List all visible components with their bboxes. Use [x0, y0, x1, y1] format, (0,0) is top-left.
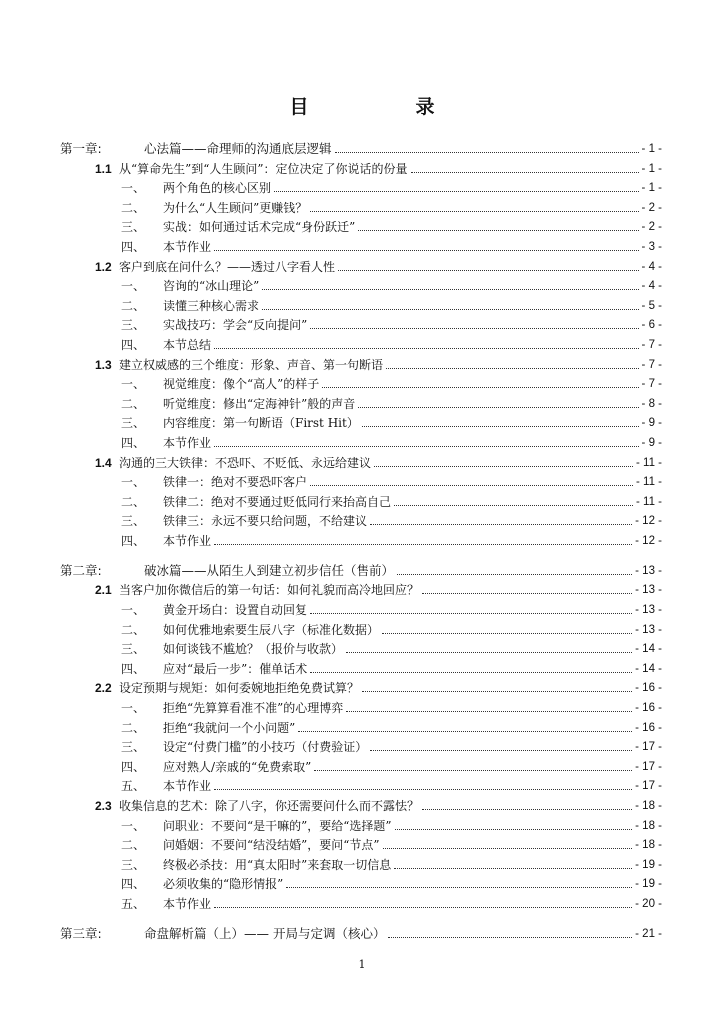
- toc-item-page: - 11 -: [636, 495, 662, 508]
- dot-leader: [386, 368, 639, 369]
- toc-chapter[interactable]: [60, 548, 662, 578]
- toc-item[interactable]: [60, 872, 662, 892]
- toc-item-title: 应对“最后一步”：催单话术: [163, 661, 308, 676]
- toc-section-page: - 1 -: [641, 162, 662, 175]
- toc-section-title: 从“算命先生”到“人生顾问”：定位决定了你说话的份量: [119, 161, 408, 176]
- toc-section[interactable]: [60, 578, 662, 598]
- dot-leader: [358, 407, 638, 408]
- toc-item[interactable]: [60, 774, 662, 794]
- toc-item-page: - 1 -: [641, 182, 662, 195]
- toc-item[interactable]: [60, 695, 662, 715]
- dot-leader: [314, 770, 632, 771]
- toc-section[interactable]: [60, 450, 662, 470]
- dot-leader: [362, 426, 639, 427]
- toc-item-number: 一、: [121, 279, 146, 294]
- toc-section[interactable]: [60, 156, 662, 176]
- toc-item[interactable]: [60, 597, 662, 617]
- toc-item-number: 三、: [121, 416, 146, 431]
- toc-item-title: 本节作业: [163, 896, 212, 911]
- toc-item-page: - 7 -: [641, 378, 662, 391]
- page-title: 目 录: [289, 96, 479, 118]
- toc-section-number: 2.1: [95, 583, 112, 598]
- toc-item-number: 一、: [121, 818, 146, 833]
- toc-item-page: - 13 -: [635, 623, 662, 636]
- toc-item-title: 本节作业: [163, 779, 212, 794]
- dot-leader: [382, 633, 632, 634]
- toc-section-title: 沟通的三大铁律：不恐吓、不贬低、永远给建议: [119, 455, 372, 470]
- toc-item-title: 铁律三：永远不要只给问题，不给建议: [163, 514, 368, 529]
- toc-section-title: 客户到底在问什么？——透过八字看人性: [119, 259, 336, 274]
- toc-item[interactable]: [60, 617, 662, 637]
- toc-item-number: 一、: [121, 701, 146, 716]
- dot-leader: [346, 711, 632, 712]
- dot-leader: [338, 270, 639, 271]
- toc-item[interactable]: [60, 656, 662, 676]
- dot-leader: [346, 652, 632, 653]
- toc-item[interactable]: [60, 754, 662, 774]
- toc-section[interactable]: [60, 254, 662, 274]
- toc-section-page: - 11 -: [636, 456, 662, 469]
- toc-item-page: - 14 -: [635, 662, 662, 675]
- dot-leader: [214, 250, 639, 251]
- toc-section-number: 1.4: [95, 455, 112, 470]
- dot-leader: [422, 809, 632, 810]
- toc-item-page: - 9 -: [641, 436, 662, 449]
- toc-item-number: 三、: [121, 740, 146, 755]
- toc-item-number: 三、: [121, 318, 146, 333]
- dot-leader: [310, 211, 638, 212]
- toc-item-page: - 8 -: [641, 397, 662, 410]
- toc-section-title: 当客户加你微信后的第一句话：如何礼貌而高冷地回应？: [119, 583, 420, 598]
- toc-item[interactable]: [60, 852, 662, 872]
- toc-item-title: 铁律一：绝对不要恐吓客户: [163, 475, 308, 490]
- toc-item-title: 问职业：不要问“是干嘛的”，要给“选择题”: [163, 818, 392, 833]
- dot-leader: [374, 466, 633, 467]
- toc-chapter-number: 第三章:: [60, 925, 102, 941]
- toc-item[interactable]: [60, 274, 662, 294]
- toc-item-page: - 4 -: [641, 280, 662, 293]
- toc-item[interactable]: [60, 430, 662, 450]
- toc-item-page: - 16 -: [635, 702, 662, 715]
- toc-item-number: 四、: [121, 661, 146, 676]
- toc-item-title: 问婚姻：不要问“结没结婚”，要问“节点”: [163, 838, 380, 853]
- toc-item[interactable]: [60, 215, 662, 235]
- toc-item[interactable]: [60, 509, 662, 529]
- toc-item-number: 四、: [121, 877, 146, 892]
- toc-section[interactable]: [60, 676, 662, 696]
- dot-leader: [214, 348, 639, 349]
- dot-leader: [383, 848, 633, 849]
- toc-chapter-title: 命盘解析篇（上）—— 开局与定调（核心）: [144, 925, 386, 941]
- dot-leader: [298, 731, 632, 732]
- toc-item-page: - 13 -: [635, 604, 662, 617]
- toc-chapter[interactable]: [60, 911, 662, 941]
- toc-chapter-title: 破冰篇——从陌生人到建立初步信任（售前）: [144, 562, 395, 578]
- toc-item-number: 四、: [121, 533, 146, 548]
- toc-item-number: 四、: [121, 239, 146, 254]
- toc-item-number: 二、: [121, 396, 146, 411]
- toc-item-number: 二、: [121, 622, 146, 637]
- toc-item-page: - 19 -: [635, 878, 662, 891]
- toc-item-number: 二、: [121, 494, 146, 509]
- toc-section[interactable]: [60, 793, 662, 813]
- toc-item-number: 一、: [121, 181, 146, 196]
- dot-leader: [362, 691, 632, 692]
- toc-item[interactable]: [60, 411, 662, 431]
- dot-leader: [214, 789, 632, 790]
- page-number: 1: [358, 958, 366, 971]
- toc-item-title: 拒绝“我就问一个小问题”: [163, 720, 296, 735]
- dot-leader: [397, 574, 632, 575]
- toc-item-title: 为什么“人生顾问”更赚钱？: [163, 200, 308, 215]
- dot-leader: [310, 613, 632, 614]
- toc-item-title: 本节作业: [163, 533, 212, 548]
- dot-leader: [411, 172, 639, 173]
- toc-chapter-title: 心法篇——命理师的沟通底层逻辑: [144, 141, 332, 156]
- toc-item-title: 必须收集的“隐形情报”: [163, 877, 284, 892]
- toc-item-number: 四、: [121, 759, 146, 774]
- dot-leader: [214, 544, 632, 545]
- toc-item-number: 一、: [121, 475, 146, 490]
- toc-item-page: - 18 -: [635, 819, 662, 832]
- toc-item-page: - 2 -: [641, 221, 662, 234]
- toc-chapter-number: 第二章:: [60, 562, 102, 578]
- dot-leader: [370, 750, 632, 751]
- toc-item-title: 拒绝“先算算看准不准”的心理博弈: [163, 701, 344, 716]
- toc-item-number: 三、: [121, 642, 146, 657]
- toc-item-page: - 17 -: [635, 741, 662, 754]
- dot-leader: [422, 593, 632, 594]
- toc-item-title: 黄金开场白：设置自动回复: [163, 603, 308, 618]
- toc-item[interactable]: [60, 313, 662, 333]
- toc-item-title: 应对熟人/亲戚的“免费索取”: [163, 759, 312, 774]
- toc-item-number: 四、: [121, 337, 146, 352]
- toc-item-page: - 18 -: [635, 839, 662, 852]
- toc-item-page: - 17 -: [635, 780, 662, 793]
- toc-item-title: 如何谈钱不尴尬？（报价与收款）: [163, 642, 344, 657]
- toc-section-page: - 16 -: [635, 682, 662, 695]
- toc-section-page: - 13 -: [635, 584, 662, 597]
- toc-chapter-page: - 13 -: [635, 564, 662, 577]
- toc-item[interactable]: [60, 391, 662, 411]
- toc-item-number: 五、: [121, 896, 146, 911]
- toc-section[interactable]: [60, 352, 662, 372]
- toc-item-page: - 2 -: [641, 201, 662, 214]
- dot-leader: [370, 524, 632, 525]
- toc-item-page: - 12 -: [635, 534, 662, 547]
- toc-item-number: 四、: [121, 435, 146, 450]
- dot-leader: [214, 446, 639, 447]
- dot-leader: [388, 937, 632, 938]
- toc-item-title: 本节总结: [163, 337, 212, 352]
- toc-chapter-number: 第一章:: [60, 141, 102, 156]
- toc-section-page: - 7 -: [641, 358, 662, 371]
- toc-item-page: - 6 -: [641, 319, 662, 332]
- toc-item-title: 视觉维度：像个“高人”的样子: [163, 377, 320, 392]
- toc-item-title: 内容维度：第一句断语（First Hit）: [163, 416, 359, 431]
- toc-item[interactable]: [60, 637, 662, 657]
- toc-item-title: 实战技巧：学会“反向提问”: [163, 318, 308, 333]
- toc-item-page: - 11 -: [636, 476, 662, 489]
- toc-section-page: - 18 -: [635, 800, 662, 812]
- toc-chapter[interactable]: [60, 131, 662, 156]
- toc-item-number: 三、: [121, 220, 146, 235]
- dot-leader: [322, 387, 638, 388]
- dot-leader: [358, 230, 638, 231]
- toc-section-title: 收集信息的艺术：除了八字，你还需要问什么而不露怯？: [119, 799, 420, 813]
- toc-item-title: 铁律二：绝对不要通过贬低同行来抬高自己: [163, 494, 392, 509]
- toc-item-page: - 9 -: [641, 417, 662, 430]
- toc-item[interactable]: [60, 332, 662, 352]
- toc-item[interactable]: [60, 195, 662, 215]
- toc-section-number: 1.3: [95, 357, 112, 372]
- toc-chapter-page: - 21 -: [635, 927, 662, 940]
- toc-item[interactable]: [60, 470, 662, 490]
- toc-item[interactable]: [60, 813, 662, 833]
- toc-item[interactable]: [60, 891, 662, 911]
- dot-leader: [262, 289, 638, 290]
- toc-item-title: 听觉维度：修出“定海神针”般的声音: [163, 396, 356, 411]
- toc-item-page: - 19 -: [635, 858, 662, 871]
- toc-item[interactable]: [60, 715, 662, 735]
- toc-item[interactable]: [60, 735, 662, 755]
- toc-item-number: 三、: [121, 514, 146, 529]
- toc-item-title: 两个角色的核心区别: [163, 181, 272, 196]
- toc-section-number: 2.2: [95, 681, 112, 696]
- toc-item[interactable]: [60, 372, 662, 392]
- toc-item-title: 设定“付费门槛”的小技巧（付费验证）: [163, 740, 368, 755]
- toc-item-page: - 16 -: [635, 721, 662, 734]
- dot-leader: [335, 152, 639, 153]
- toc-item-title: 如何优雅地索要生辰八字（标准化数据）: [163, 622, 380, 637]
- toc-item[interactable]: [60, 176, 662, 196]
- toc-item-title: 本节作业: [163, 435, 212, 450]
- toc-item-page: - 17 -: [635, 760, 662, 773]
- toc-item-page: - 3 -: [641, 240, 662, 253]
- dot-leader: [394, 868, 632, 869]
- toc-item-number: 二、: [121, 838, 146, 853]
- toc-item-title: 实战：如何通过话术完成“身份跃迁”: [163, 220, 356, 235]
- toc-item-page: - 14 -: [635, 643, 662, 656]
- toc-item-page: - 7 -: [641, 338, 662, 351]
- toc-section-number: 1.1: [95, 161, 112, 176]
- toc-item[interactable]: [60, 234, 662, 254]
- toc-item-title: 本节作业: [163, 239, 212, 254]
- dot-leader: [394, 505, 633, 506]
- table-of-contents: [60, 131, 662, 941]
- dot-leader: [310, 328, 638, 329]
- toc-chapter-page: - 1 -: [641, 143, 662, 155]
- toc-item[interactable]: [60, 293, 662, 313]
- dot-leader: [274, 191, 639, 192]
- dot-leader: [286, 887, 632, 888]
- toc-item[interactable]: [60, 489, 662, 509]
- toc-section-page: - 4 -: [641, 260, 662, 273]
- toc-item-title: 读懂三种核心需求: [163, 298, 260, 313]
- toc-section-title: 设定预期与规矩：如何委婉地拒绝免费试算？: [119, 681, 360, 696]
- toc-item-number: 五、: [121, 779, 146, 794]
- toc-item-page: - 20 -: [635, 897, 662, 910]
- toc-section-title: 建立权威感的三个维度：形象、声音、第一句断语: [119, 357, 384, 372]
- toc-item-page: - 12 -: [635, 515, 662, 528]
- toc-section-number: 2.3: [95, 799, 112, 813]
- toc-item-page: - 5 -: [641, 299, 662, 312]
- toc-item-title: 咨询的“冰山理论”: [163, 279, 260, 294]
- toc-item[interactable]: [60, 833, 662, 853]
- toc-item-number: 二、: [121, 200, 146, 215]
- toc-item-title: 终极必杀技：用“真太阳时”来套取一切信息: [163, 857, 392, 872]
- dot-leader: [310, 672, 632, 673]
- toc-item-number: 三、: [121, 857, 146, 872]
- toc-section-number: 1.2: [95, 259, 112, 274]
- dot-leader: [262, 309, 639, 310]
- toc-item-number: 一、: [121, 603, 146, 618]
- dot-leader: [395, 829, 633, 830]
- toc-item-number: 一、: [121, 377, 146, 392]
- dot-leader: [214, 907, 632, 908]
- toc-item-number: 二、: [121, 720, 146, 735]
- toc-item-number: 二、: [121, 298, 146, 313]
- toc-item[interactable]: [60, 528, 662, 548]
- dot-leader: [310, 485, 633, 486]
